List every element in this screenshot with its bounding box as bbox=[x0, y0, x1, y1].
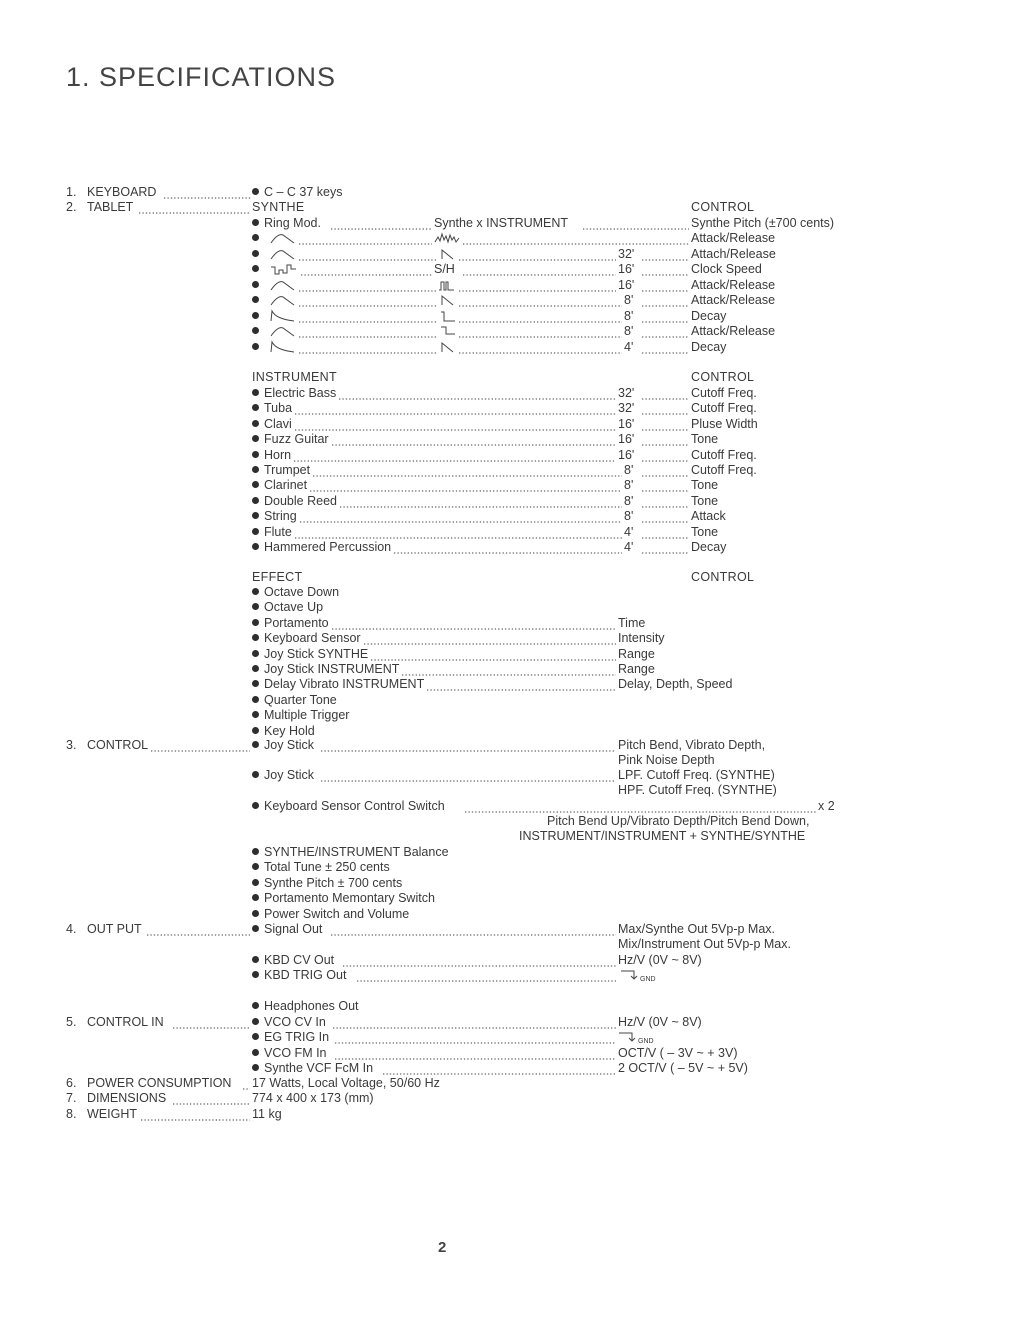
leader-dots bbox=[330, 216, 432, 231]
control-in-vcf-fcm: Synthe VCF FcM In bbox=[252, 1061, 373, 1076]
control-joystick-1-value: Pitch Bend, Vibrato Depth, bbox=[618, 738, 766, 752]
synthe-row-control: Clock Speed bbox=[691, 262, 762, 276]
effect-item: Keyboard Sensor bbox=[252, 631, 361, 646]
synthe-row-source: S/H bbox=[434, 262, 455, 276]
instrument-item-control: Cutoff Freq. bbox=[691, 447, 757, 462]
sawtooth-wave-icon bbox=[440, 340, 456, 354]
synthe-row-feet: 16' bbox=[618, 278, 635, 292]
instrument-item-control: Decay bbox=[691, 540, 727, 554]
sample-hold-wave-icon bbox=[270, 262, 298, 276]
leader-dots bbox=[363, 631, 616, 646]
effect-control-header: CONTROL bbox=[691, 570, 755, 584]
leader-dots bbox=[320, 738, 616, 753]
leader-dots bbox=[299, 509, 622, 524]
control-switch-value-2: INSTRUMENT/INSTRUMENT + SYNTHE/SYNTHE bbox=[519, 829, 806, 843]
leader-dots bbox=[641, 417, 689, 432]
leader-dots bbox=[382, 1061, 616, 1076]
spec-number: 4. bbox=[66, 922, 77, 936]
instrument-item-control: Tone bbox=[691, 493, 719, 508]
control-in-vcf-fcm-value: 2 OCT/V ( – 5V ~ + 5V) bbox=[618, 1061, 748, 1075]
leader-dots bbox=[332, 1015, 616, 1030]
leader-dots bbox=[641, 293, 689, 308]
trigger-pulse-icon bbox=[620, 968, 640, 982]
control-joystick-2: Joy Stick bbox=[252, 768, 314, 783]
control-item: Total Tune ± 250 cents bbox=[252, 860, 390, 875]
control-item: Power Switch and Volume bbox=[252, 907, 409, 922]
synthe-row-bullet bbox=[252, 309, 264, 324]
spec-number: 1. bbox=[66, 185, 77, 199]
leader-dots bbox=[309, 478, 622, 493]
leader-dots bbox=[331, 432, 616, 447]
effect-item: Octave Up bbox=[252, 600, 323, 615]
instrument-item-control: Tone bbox=[691, 478, 719, 493]
instrument-item: Clarinet bbox=[252, 478, 307, 493]
spec-label-control-in: CONTROL IN bbox=[87, 1015, 164, 1029]
instrument-item-control: Cutoff Freq. bbox=[691, 386, 757, 400]
leader-dots bbox=[312, 463, 622, 478]
instrument-item: Electric Bass bbox=[252, 386, 336, 401]
leader-dots bbox=[334, 1046, 616, 1061]
control-joystick-2-value-2: HPF. Cutoff Freq. (SYNTHE) bbox=[618, 783, 777, 797]
leader-dots bbox=[641, 540, 689, 555]
sawtooth-wave-icon bbox=[440, 247, 456, 261]
synthe-row-feet: 16' bbox=[618, 262, 635, 276]
leader-dots bbox=[242, 1076, 250, 1091]
leader-dots bbox=[582, 216, 689, 231]
synthe-row-bullet bbox=[252, 262, 264, 277]
pulse-wave-icon bbox=[438, 278, 456, 292]
output-kbd-cv-value: Hz/V (0V ~ 8V) bbox=[618, 953, 702, 967]
effect-item: Portamento bbox=[252, 616, 329, 631]
spec-label-tablet: TABLET bbox=[87, 200, 134, 214]
instrument-header: INSTRUMENT bbox=[252, 370, 337, 384]
spec-number: 7. bbox=[66, 1091, 77, 1105]
output-kbd-cv: KBD CV Out bbox=[252, 953, 334, 968]
leader-dots bbox=[458, 247, 616, 262]
effect-item: Key Hold bbox=[252, 724, 315, 739]
synthe-row-bullet bbox=[252, 278, 264, 293]
leader-dots bbox=[294, 401, 616, 416]
synthe-row-feet: 4' bbox=[624, 340, 634, 354]
spec-label-weight: WEIGHT bbox=[87, 1107, 137, 1121]
sawtooth-wave-icon bbox=[440, 293, 456, 307]
instrument-item: String bbox=[252, 509, 297, 524]
effect-item-control: Range bbox=[618, 662, 655, 676]
leader-dots bbox=[294, 417, 616, 432]
leader-dots bbox=[393, 540, 622, 555]
leader-dots bbox=[334, 1030, 616, 1045]
synthe-row-control: Decay bbox=[691, 309, 727, 323]
leader-dots bbox=[401, 662, 616, 677]
leader-dots bbox=[172, 1015, 250, 1030]
leader-dots bbox=[298, 247, 438, 262]
control-joystick-1: Joy Stick bbox=[252, 738, 314, 753]
leader-dots bbox=[426, 677, 616, 692]
leader-dots bbox=[300, 262, 432, 277]
envelope-decay-icon bbox=[270, 309, 296, 323]
instrument-item: Clavi bbox=[252, 417, 292, 432]
control-item: SYNTHE/INSTRUMENT Balance bbox=[252, 845, 449, 860]
instrument-item: Fuzz Guitar bbox=[252, 432, 329, 447]
leader-dots bbox=[641, 340, 689, 355]
control-switch-count: x 2 bbox=[818, 799, 835, 813]
effect-header: EFFECT bbox=[252, 570, 303, 584]
instrument-item-feet: 4' bbox=[624, 524, 634, 539]
effect-item: Multiple Trigger bbox=[252, 708, 349, 723]
leader-dots bbox=[146, 922, 250, 937]
instrument-item-feet: 8' bbox=[624, 463, 634, 477]
spec-number: 8. bbox=[66, 1107, 77, 1121]
synthe-row-control: Attack/Release bbox=[691, 278, 776, 292]
control-in-vco-cv: VCO CV In bbox=[252, 1015, 326, 1030]
synthe-row-feet: 8' bbox=[624, 324, 634, 338]
synthe-row-feet: 8' bbox=[624, 309, 634, 323]
synthe-row-control: Synthe Pitch (±700 cents) bbox=[691, 216, 835, 230]
leader-dots bbox=[458, 309, 622, 324]
instrument-item: Trumpet bbox=[252, 463, 310, 478]
synthe-row-bullet bbox=[252, 340, 264, 355]
leader-dots bbox=[458, 293, 622, 308]
leader-dots bbox=[641, 448, 689, 463]
leader-dots bbox=[641, 525, 689, 540]
synthe-row-bullet bbox=[252, 247, 264, 262]
instrument-item-control: Tone bbox=[691, 524, 719, 539]
synthe-row-control: Attach/Release bbox=[691, 247, 776, 261]
output-kbd-trig: KBD TRIG Out bbox=[252, 968, 346, 983]
control-item: Synthe Pitch ± 700 cents bbox=[252, 876, 402, 891]
effect-item-control: Delay, Depth, Speed bbox=[618, 677, 733, 692]
instrument-item: Double Reed bbox=[252, 494, 337, 509]
leader-dots bbox=[298, 324, 438, 339]
spec-label-control: CONTROL bbox=[87, 738, 149, 752]
leader-dots bbox=[163, 185, 251, 200]
control-joystick-2-value: LPF. Cutoff Freq. (SYNTHE) bbox=[618, 768, 775, 782]
synthe-row-control: Decay bbox=[691, 340, 727, 354]
instrument-item-control: Tone bbox=[691, 432, 719, 447]
spec-label-keyboard: KEYBOARD bbox=[87, 185, 157, 199]
synthe-row-control: Attack/Release bbox=[691, 324, 776, 338]
spec-value-weight: 11 kg bbox=[252, 1107, 282, 1121]
envelope-ar-icon bbox=[270, 324, 296, 338]
instrument-item-feet: 8' bbox=[624, 478, 634, 493]
leader-dots bbox=[298, 293, 438, 308]
synthe-header: SYNTHE bbox=[252, 200, 305, 214]
leader-dots bbox=[356, 968, 616, 983]
instrument-item-feet: 16' bbox=[618, 447, 635, 462]
spec-number: 6. bbox=[66, 1076, 77, 1090]
leader-dots bbox=[138, 200, 250, 215]
effect-item: Delay Vibrato INSTRUMENT bbox=[252, 677, 424, 692]
instrument-item-feet: 16' bbox=[618, 432, 635, 447]
output-signal: Signal Out bbox=[252, 922, 322, 937]
leader-dots bbox=[298, 309, 438, 324]
leader-dots bbox=[462, 231, 689, 246]
envelope-decay-icon bbox=[270, 340, 296, 354]
instrument-item-control: Attack bbox=[691, 509, 726, 524]
leader-dots bbox=[641, 401, 689, 416]
leader-dots bbox=[458, 324, 622, 339]
instrument-item: Flute bbox=[252, 525, 292, 540]
output-signal-value: Max/Synthe Out 5Vp-p Max. bbox=[618, 922, 776, 936]
output-signal-value-2: Mix/Instrument Out 5Vp-p Max. bbox=[618, 937, 791, 951]
envelope-ar-icon bbox=[270, 278, 296, 292]
leader-dots bbox=[298, 340, 438, 355]
instrument-control-header: CONTROL bbox=[691, 370, 755, 384]
envelope-ar-icon bbox=[270, 247, 296, 261]
envelope-ar-icon bbox=[270, 293, 296, 307]
leader-dots bbox=[641, 478, 689, 493]
leader-dots bbox=[641, 262, 689, 277]
instrument-item-feet: 8' bbox=[624, 493, 634, 508]
instrument-item-feet: 16' bbox=[618, 416, 635, 431]
effect-item-control: Intensity bbox=[618, 631, 665, 646]
control-switch-value: Pitch Bend Up/Vibrato Depth/Pitch Bend Down, bbox=[547, 814, 810, 828]
leader-dots bbox=[150, 738, 250, 753]
leader-dots bbox=[298, 278, 436, 293]
effect-item-control: Time bbox=[618, 615, 646, 630]
leader-dots bbox=[370, 647, 616, 662]
leader-dots bbox=[641, 463, 689, 478]
instrument-item-feet: 4' bbox=[624, 540, 634, 554]
leader-dots bbox=[294, 525, 622, 540]
effect-item: Joy Stick INSTRUMENT bbox=[252, 662, 399, 677]
synthe-row-bullet bbox=[252, 293, 264, 308]
control-item: Portamento Memontary Switch bbox=[252, 891, 435, 906]
square-wave-icon bbox=[440, 324, 456, 338]
control-in-vco-fm-value: OCT/V ( – 3V ~ + 3V) bbox=[618, 1046, 738, 1060]
trigger-pulse-icon bbox=[618, 1030, 638, 1044]
instrument-item: Hammered Percussion bbox=[252, 540, 391, 555]
instrument-item: Horn bbox=[252, 448, 291, 463]
noise-wave-icon bbox=[434, 231, 462, 245]
synthe-row-source: Synthe x INSTRUMENT bbox=[434, 216, 569, 230]
leader-dots bbox=[172, 1091, 250, 1106]
synthe-row: Ring Mod. bbox=[252, 216, 321, 231]
spec-value-dimensions: 774 x 400 x 173 (mm) bbox=[252, 1091, 374, 1105]
leader-dots bbox=[641, 309, 689, 324]
leader-dots bbox=[641, 432, 689, 447]
synthe-control-header: CONTROL bbox=[691, 200, 755, 214]
leader-dots bbox=[298, 231, 432, 246]
instrument-item-control: Pluse Width bbox=[691, 416, 758, 431]
leader-dots bbox=[641, 494, 689, 509]
control-keyboard-sensor-switch: Keyboard Sensor Control Switch bbox=[252, 799, 445, 814]
leader-dots bbox=[458, 340, 622, 355]
spec-label-dimensions: DIMENSIONS bbox=[87, 1091, 167, 1105]
synthe-row-bullet bbox=[252, 231, 264, 246]
gnd-label: GND bbox=[638, 1038, 654, 1045]
spec-label-output: OUT PUT bbox=[87, 922, 142, 936]
synthe-row-control: Attack/Release bbox=[691, 293, 776, 307]
output-headphones: Headphones Out bbox=[252, 999, 359, 1014]
leader-dots bbox=[330, 922, 616, 937]
gnd-label: GND bbox=[640, 976, 656, 983]
leader-dots bbox=[320, 768, 616, 783]
effect-item: Joy Stick SYNTHE bbox=[252, 647, 368, 662]
synthe-row-feet: 8' bbox=[624, 293, 634, 307]
leader-dots bbox=[140, 1107, 250, 1122]
instrument-item: Tuba bbox=[252, 401, 292, 416]
page-title: 1. SPECIFICATIONS bbox=[66, 62, 337, 92]
spec-number: 5. bbox=[66, 1015, 77, 1029]
synthe-row-feet: 32' bbox=[618, 247, 635, 261]
instrument-item-control: Cutoff Freq. bbox=[691, 463, 757, 477]
leader-dots bbox=[338, 386, 616, 401]
spec-number: 2. bbox=[66, 200, 77, 214]
control-in-vco-cv-value: Hz/V (0V ~ 8V) bbox=[618, 1015, 702, 1029]
leader-dots bbox=[458, 278, 616, 293]
leader-dots bbox=[342, 953, 616, 968]
spec-value-keyboard: C – C 37 keys bbox=[252, 185, 343, 200]
instrument-item-feet: 32' bbox=[618, 401, 635, 416]
page-number: 2 bbox=[438, 1239, 447, 1256]
leader-dots bbox=[641, 278, 689, 293]
control-in-vco-fm: VCO FM In bbox=[252, 1046, 327, 1061]
leader-dots bbox=[641, 509, 689, 524]
leader-dots bbox=[464, 799, 816, 814]
leader-dots bbox=[641, 324, 689, 339]
instrument-item-feet: 32' bbox=[618, 386, 635, 400]
effect-item-control: Range bbox=[618, 646, 655, 661]
leader-dots bbox=[641, 247, 689, 262]
envelope-ar-icon bbox=[270, 231, 296, 245]
leader-dots bbox=[293, 448, 616, 463]
synthe-row-bullet bbox=[252, 324, 264, 339]
instrument-item-feet: 8' bbox=[624, 509, 634, 524]
effect-item: Quarter Tone bbox=[252, 693, 337, 708]
control-in-eg-trig: EG TRIG In bbox=[252, 1030, 329, 1045]
control-joystick-1-value-2: Pink Noise Depth bbox=[618, 753, 715, 767]
spec-label-power: POWER CONSUMPTION bbox=[87, 1076, 232, 1090]
leader-dots bbox=[641, 386, 689, 401]
instrument-item-control: Cutoff Freq. bbox=[691, 401, 757, 416]
leader-dots bbox=[462, 262, 616, 277]
spec-number: 3. bbox=[66, 738, 77, 752]
square-wave-icon bbox=[440, 309, 456, 323]
spec-value-power: 17 Watts, Local Voltage, 50/60 Hz bbox=[252, 1076, 440, 1090]
effect-item: Octave Down bbox=[252, 585, 339, 600]
leader-dots bbox=[339, 494, 622, 509]
synthe-row-control: Attack/Release bbox=[691, 231, 776, 245]
leader-dots bbox=[331, 616, 616, 631]
